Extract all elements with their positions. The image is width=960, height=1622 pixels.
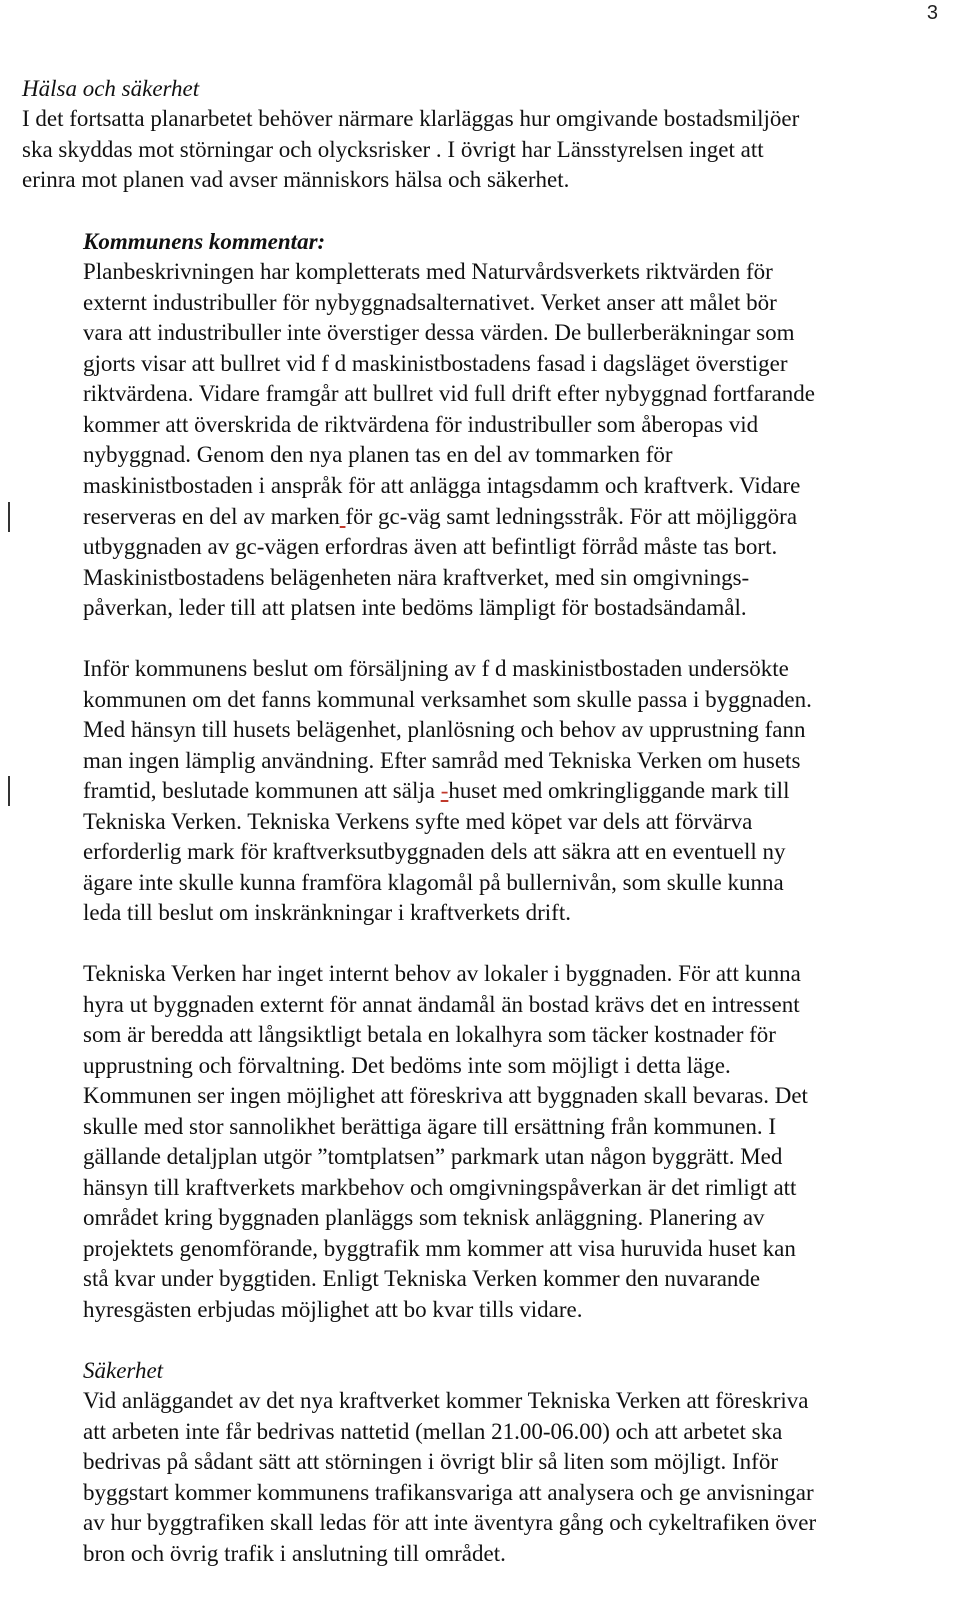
comment-line: påverkan, leder till att platsen inte bedöms lämpligt för bostadsändamål.	[83, 595, 747, 620]
comment-heading: Kommunens kommentar:	[83, 229, 326, 254]
text-span: reserveras en del av marken	[83, 504, 340, 529]
comment-line: nybyggnad. Genom den nya planen tas en del av tommarken för	[83, 442, 673, 467]
comment-line: stå kvar under byggtiden. Enligt Tekniska Verken kommer den nuvarande	[83, 1266, 761, 1291]
comment-line: man ingen lämplig användning. Efter samråd med Tekniska Verken om husets	[83, 748, 801, 773]
comment-line: erforderlig mark för kraftverksutbyggnaden dels att säkra att en eventuell ny	[83, 839, 786, 864]
revision-mark: -	[440, 778, 449, 803]
comment-line: Kommunen ser ingen möjlighet att föreskriva att byggnaden skall bevaras. Det	[83, 1083, 808, 1108]
comment-line: hänsyn till kraftverkets markbehov och omgivningspåverkan är det rimligt att	[83, 1175, 797, 1200]
change-bar	[8, 502, 10, 532]
change-bar	[8, 776, 10, 806]
comment-line: kommunen om det fanns kommunal verksamhet som skulle passa i byggnaden.	[83, 687, 812, 712]
comment-line: Tekniska Verken. Tekniska Verkens syfte med köpet var dels att förvärva	[83, 809, 753, 834]
text-span: för gc-väg samt ledningsstråk. För att möjliggöra	[345, 504, 798, 529]
comment-line: hyra ut byggnaden externt för annat ändamål än bostad krävs det en intressent	[83, 992, 800, 1017]
safety-line: bron och övrig trafik i anslutning till området.	[83, 1541, 506, 1566]
safety-line: bedrivas på sådant sätt att störningen i övrigt blir så liten som möjligt. Inför	[83, 1449, 778, 1474]
comment-line: området kring byggnaden planläggs som teknisk anläggning. Planering av	[83, 1205, 765, 1230]
comment-line: Inför kommunens beslut om försäljning av f d maskinistbostaden undersökte	[83, 656, 789, 681]
section-heading-safety: Säkerhet	[83, 1358, 164, 1383]
safety-line: Vid anläggandet av det nya kraftverket kommer Tekniska Verken att föreskriva	[83, 1388, 809, 1413]
comment-line: projektets genomförande, byggtrafik mm kommer att visa huruvida huset kan	[83, 1236, 796, 1261]
comment-line: hyresgästen erbjudas möjlighet att bo kvar tills vidare.	[83, 1297, 583, 1322]
safety-line: byggstart kommer kommunens trafikansvariga att analysera och ge anvisningar	[83, 1480, 814, 1505]
comment-line: kommer att överskrida de riktvärdena för industribuller som åberopas vid	[83, 412, 759, 437]
comment-line: Med hänsyn till husets belägenhet, planlösning och behov av upprustning fann	[83, 717, 806, 742]
comment-line: gällande detaljplan utgör ”tomtplatsen” parkmark utan någon byggrätt. Med	[83, 1144, 783, 1169]
comment-line: externt industribuller för nybyggnadsalternativet. Verket anser att målet bör	[83, 290, 777, 315]
comment-line: upprustning och förvaltning. Det bedöms inte som möjligt i detta läge.	[83, 1053, 731, 1078]
comment-line: gjorts visar att bullret vid f d maskinistbostadens fasad i dagsläget överstiger	[83, 351, 788, 376]
comment-line: Tekniska Verken har inget internt behov av lokaler i byggnaden. För att kunna	[83, 961, 801, 986]
text-span: framtid, beslutade kommunen att sälja	[83, 778, 441, 803]
page-number: 3	[926, 2, 938, 24]
health-line: I det fortsatta planarbetet behöver närmare klarläggas hur omgivande bostadsmiljöer	[22, 106, 800, 131]
comment-line: Maskinistbostadens belägenheten nära kraftverket, med sin omgivnings-	[83, 565, 750, 590]
comment-line-marked	[83, 776, 789, 806]
comment-line: utbyggnaden av gc-vägen erfordras även att befintligt förråd måste tas bort.	[83, 534, 778, 559]
comment-line: riktvärdena. Vidare framgår att bullret vid full drift efter nybyggnad fortfarande	[83, 381, 815, 406]
comment-line: som är beredda att långsiktligt betala en lokalhyra som täcker kostnader för	[83, 1022, 776, 1047]
safety-line: av hur byggtrafiken skall ledas för att inte äventyra gång och cykeltrafiken över	[83, 1510, 817, 1535]
health-line: ska skyddas mot störningar och olycksrisker . I övrigt har Länsstyrelsen inget att	[22, 137, 764, 162]
comment-line: maskinistbostaden i anspråk för att anlägga intagsdamm och kraftverk. Vidare	[83, 473, 801, 498]
text-span: huset med omkringliggande mark till	[448, 778, 790, 803]
comment-line: leda till beslut om inskränkningar i kraftverkets drift.	[83, 900, 571, 925]
section-heading-health: Hälsa och säkerhet	[22, 76, 200, 101]
comment-line: Planbeskrivningen har kompletterats med Naturvårdsverkets riktvärden för	[83, 259, 773, 284]
comment-line: ägare inte skulle kunna framföra klagomål på bullernivån, som skulle kunna	[83, 870, 784, 895]
health-line: erinra mot planen vad avser människors hälsa och säkerhet.	[22, 167, 570, 192]
comment-line-marked	[83, 502, 797, 532]
comment-line: vara att industribuller inte överstiger dessa värden. De bullerberäkningar som	[83, 320, 795, 345]
comment-line: skulle med stor sannolikhet berättiga ägare till ersättning från kommunen. I	[83, 1114, 776, 1139]
safety-line: att arbeten inte får bedrivas nattetid (mellan 21.00-06.00) och att arbetet ska	[83, 1419, 783, 1444]
